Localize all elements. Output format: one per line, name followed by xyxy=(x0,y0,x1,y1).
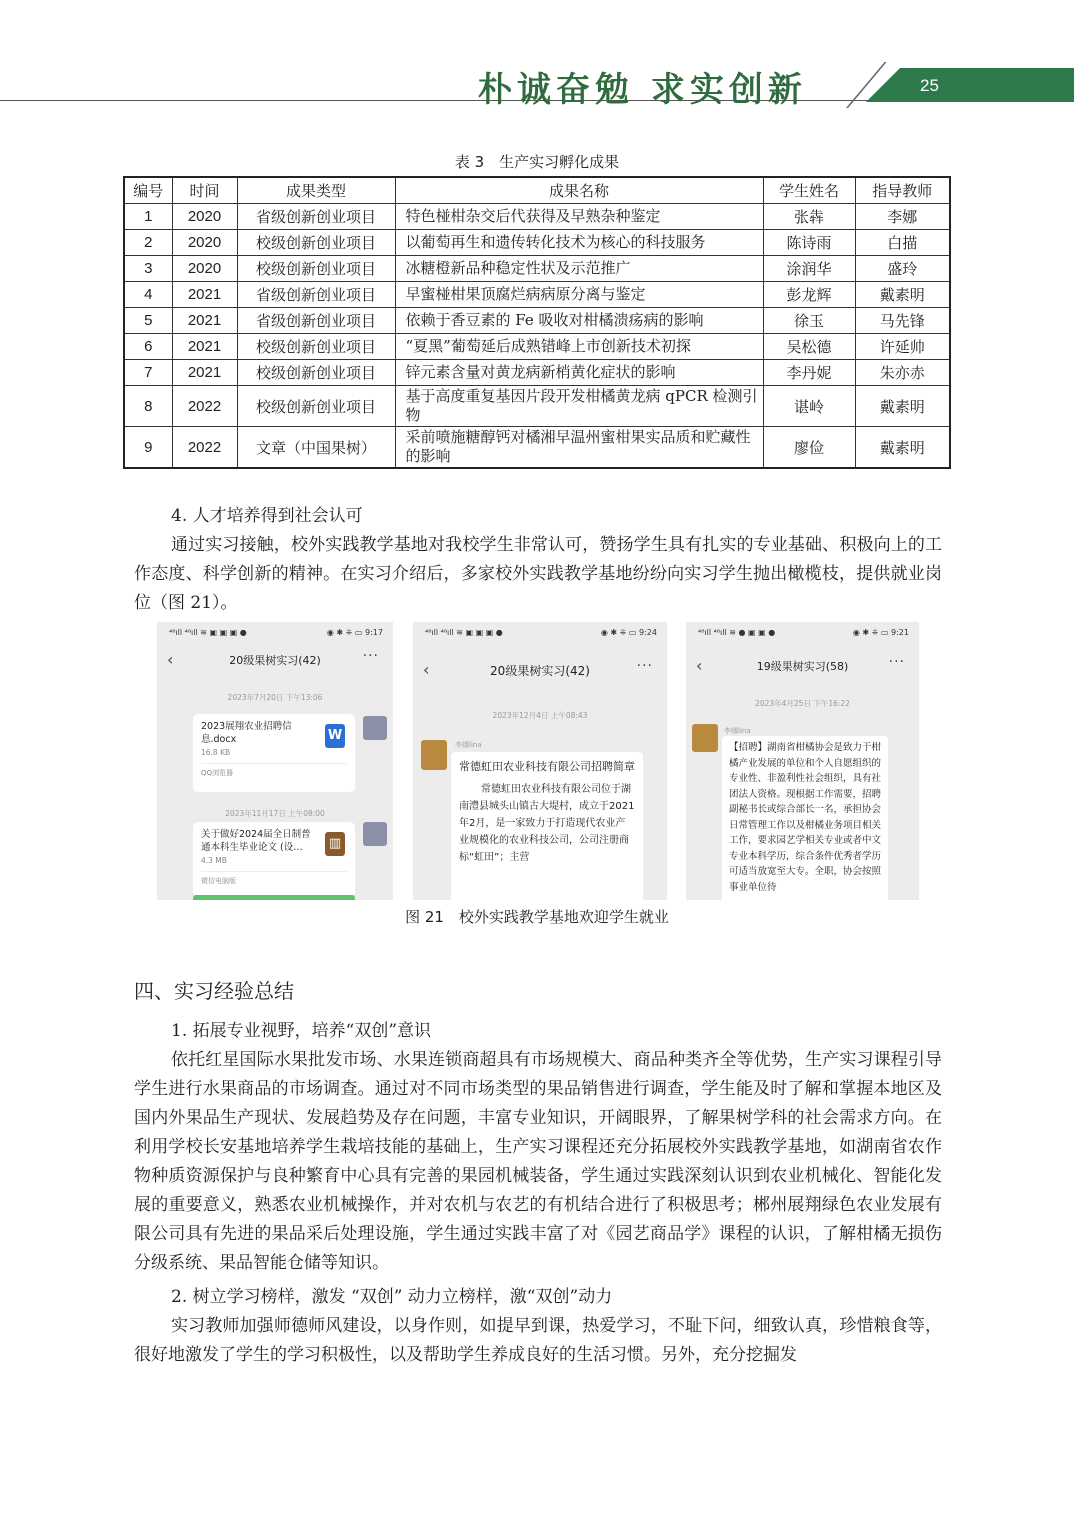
table-row xyxy=(124,360,950,386)
status-icons-left: ⁴⁶ıll ⁴⁶ıll ≋ ▣ ▣ ▣ ● xyxy=(425,628,503,637)
cell-student: 陈诗雨 xyxy=(763,230,855,256)
cell-title: 早蜜椪柑果顶腐烂病病原分离与鉴定 xyxy=(395,282,763,308)
figure-caption: 图 21 校外实践教学基地欢迎学生就业 xyxy=(405,908,669,926)
cell-title: 基于高度重复基因片段开发柑橘黄龙病 qPCR 检测引物 xyxy=(395,386,763,427)
table-row xyxy=(124,282,950,308)
file-name: 关于做好2024届全日制普通本科生毕业论文 (设… xyxy=(201,829,311,853)
file-size: 16.8 KB xyxy=(201,748,231,757)
table-row xyxy=(124,230,950,256)
cell-id: 2 xyxy=(124,230,172,256)
cell-id: 7 xyxy=(124,360,172,386)
table-row xyxy=(124,308,950,334)
zip-file-icon: ▥ xyxy=(325,832,345,856)
chat-title: 20级果树实习(42) xyxy=(490,664,590,678)
back-icon[interactable]: ‹ xyxy=(423,660,430,679)
more-icon[interactable]: ··· xyxy=(888,654,905,670)
header-page-tab xyxy=(866,68,1074,102)
message-body: 常德虹田农业科技有限公司位于湖南澧县城头山镇古大堤村，成立于2021年2月，是一家致力于打造现代农业产业规模化的农业科技公司，公司注册商标“虹田”；主营 xyxy=(459,784,635,863)
cell-type: 校级创新创业项目 xyxy=(237,256,395,282)
paragraph: 依托红星国际水果批发市场、水果连锁商超具有市场规模大、商品种类齐全等优势，生产实习课程引导学生进行水果商品的市场调查。通过对不同市场类型的果品销售进行调查，学生能及时了解和掌握本地区及国内外果品生产现状、发展趋势及存在问题，丰富专业知识，开阔眼界，了解果树学科的社会需求方向。在利用学校长安基地培养学生栽培技能的基础上，生产实习课程还充分拓展校外实践教学基地，如湖南省农作物种质资源保护与良种繁育中心具有完善的果园机械装备，学生通过实践深刻认识到农业机械化、智能化发展的重要意义，熟悉农业机械操作，并对农机与农艺的有机结合进行了积极思考；郴州展翔绿色农业发展有限公司具有先进的果品采后处理设施，学生通过实践丰富了对《园艺商品学》课程的认识，了解柑橘无损伤分级系统、果品智能仓储等知识。 xyxy=(134,1050,942,1273)
back-icon[interactable]: ‹ xyxy=(167,650,174,669)
cell-year: 2021 xyxy=(172,308,237,334)
cell-student: 李丹妮 xyxy=(763,360,855,386)
cell-title: 锌元素含量对黄龙病新梢黄化症状的影响 xyxy=(395,360,763,386)
cell-teacher: 朱亦赤 xyxy=(855,360,950,386)
status-icons-left: ⁴⁶ıll ⁴⁶ıll ≋ ● ▣ ▣ ● xyxy=(698,628,776,637)
message-bubble xyxy=(722,736,888,900)
chat-navbar xyxy=(686,654,919,680)
col-header: 学生姓名 xyxy=(763,177,855,204)
chat-title: 20级果树实习(42) xyxy=(229,654,321,667)
cell-student: 吴松德 xyxy=(763,334,855,360)
file-message[interactable] xyxy=(193,714,355,792)
file-name: 2023展翔农业招聘信息.docx xyxy=(201,721,292,745)
cell-type: 省级创新创业项目 xyxy=(237,204,395,230)
header-motto: 朴诚奋勉 求实创新 xyxy=(478,70,807,110)
cell-year: 2021 xyxy=(172,360,237,386)
status-icons-right: ◉ ✱ ⁜ ▭ 9:17 xyxy=(326,628,383,637)
cell-teacher: 白描 xyxy=(855,230,950,256)
cell-type: 文章（中国果树） xyxy=(237,427,395,469)
cell-title: 采前喷施糖醇钙对橘湘早温州蜜柑果实品质和贮藏性的影响 xyxy=(395,427,763,469)
table-caption: 表 3 生产实习孵化成果 xyxy=(454,153,620,171)
cell-year: 2021 xyxy=(172,334,237,360)
table-row xyxy=(124,256,950,282)
status-icons-right: ◉ ✱ ⁜ ▭ 9:21 xyxy=(852,628,909,637)
cell-student: 涂润华 xyxy=(763,256,855,282)
cell-year: 2020 xyxy=(172,256,237,282)
cell-title: 以葡萄再生和遗传转化技术为核心的科技服务 xyxy=(395,230,763,256)
cell-student: 徐玉 xyxy=(763,308,855,334)
cell-student: 彭龙辉 xyxy=(763,282,855,308)
cell-id: 6 xyxy=(124,334,172,360)
cell-type: 省级创新创业项目 xyxy=(237,308,395,334)
file-source: QQ浏览器 xyxy=(201,763,347,780)
page-number: 25 xyxy=(920,76,939,95)
cell-teacher: 许延帅 xyxy=(855,334,950,360)
file-source: 微信电脑版 xyxy=(201,871,347,888)
paragraph: 通过实习接触，校外实践教学基地对我校学生非常认可，赞扬学生具有扎实的专业基础、积极向上的工作态度、科学创新的精神。在实习介绍后，多家校外实践教学基地纷纷向实习学生抛出橄榄枝，提供就业岗位（图 21）。 xyxy=(134,535,942,613)
col-header: 成果名称 xyxy=(395,177,763,204)
cell-id: 5 xyxy=(124,308,172,334)
cell-teacher: 马先锋 xyxy=(855,308,950,334)
more-icon[interactable]: ··· xyxy=(362,648,379,664)
cell-year: 2021 xyxy=(172,282,237,308)
col-header: 指导教师 xyxy=(855,177,950,204)
chat-title: 19级果树实习(58) xyxy=(756,660,849,673)
cell-teacher: 李娜 xyxy=(855,204,950,230)
table-row xyxy=(124,204,950,230)
message-title: 常德虹田农业科技有限公司招聘简章 xyxy=(459,760,635,773)
file-size: 4.3 MB xyxy=(201,856,227,865)
more-icon[interactable]: ··· xyxy=(636,658,653,674)
status-icons-right: ◉ ✱ ⁜ ▭ 9:24 xyxy=(600,628,657,637)
chat-timestamp: 2023年12月4日 上午08:43 xyxy=(492,711,588,720)
phone-screenshot-3 xyxy=(686,622,919,900)
cell-id: 3 xyxy=(124,256,172,282)
results-table xyxy=(123,176,951,469)
col-header: 时间 xyxy=(172,177,237,204)
avatar xyxy=(363,716,387,740)
cell-student: 谌岭 xyxy=(763,386,855,427)
table-row xyxy=(124,386,950,427)
sender-name: 李娜lina xyxy=(724,727,751,735)
cell-teacher: 戴素明 xyxy=(855,386,950,427)
cell-type: 校级创新创业项目 xyxy=(237,334,395,360)
cell-id: 4 xyxy=(124,282,172,308)
phone-screenshot-2 xyxy=(413,622,667,900)
cell-teacher: 盛玲 xyxy=(855,256,950,282)
cell-teacher: 戴素明 xyxy=(855,282,950,308)
cell-title: 冰糖橙新品种稳定性状及示范推广 xyxy=(395,256,763,282)
back-icon[interactable]: ‹ xyxy=(696,656,703,675)
cell-id: 8 xyxy=(124,386,172,427)
cell-teacher: 戴素明 xyxy=(855,427,950,469)
cell-student: 张犇 xyxy=(763,204,855,230)
chat-timestamp: 2023年4月25日 下午16:22 xyxy=(755,699,850,708)
file-message[interactable] xyxy=(193,822,355,896)
section-heading: 四、实习经验总结 xyxy=(134,979,294,1003)
table-row xyxy=(124,334,950,360)
cell-year: 2020 xyxy=(172,230,237,256)
avatar xyxy=(692,724,718,752)
chat-navbar xyxy=(413,658,667,684)
avatar xyxy=(421,740,447,770)
message-body: 【招聘】湖南省柑橘协会是致力于柑橘产业发展的单位和个人自愿组织的专业性、非盈利性社会组织，具有社团法人资格。现根据工作需要，招聘副秘书长或综合部长一名，承担协会日常管理工作以及柑橘业务项目相关工作，要求园艺学相关专业或者中文专业本科学历，综合条件优秀者学历可适当放宽至大专。全职，协会按照事业单位待 xyxy=(729,742,882,893)
cell-year: 2022 xyxy=(172,427,237,469)
table-header-row xyxy=(124,177,950,204)
cell-year: 2020 xyxy=(172,204,237,230)
chat-timestamp: 2023年7月20日 下午13:06 xyxy=(227,693,323,702)
col-header: 成果类型 xyxy=(237,177,395,204)
chat-navbar xyxy=(157,648,393,674)
message-bubble xyxy=(451,752,643,900)
cell-title: 依赖于香豆素的 Fe 吸收对柑橘溃疡病的影响 xyxy=(395,308,763,334)
sender-name: 李娜lina xyxy=(455,741,482,749)
cell-type: 校级创新创业项目 xyxy=(237,360,395,386)
cell-student: 廖俭 xyxy=(763,427,855,469)
status-icons-left: ⁴⁶ıll ⁴⁶ıll ≋ ▣ ▣ ▣ ● xyxy=(169,628,247,637)
cell-type: 校级创新创业项目 xyxy=(237,386,395,427)
col-header: 编号 xyxy=(124,177,172,204)
message-bubble-partial xyxy=(193,895,355,900)
cell-title: “夏黑”葡萄延后成熟错峰上市创新技术初探 xyxy=(395,334,763,360)
cell-title: 特色椪柑杂交后代获得及早熟杂种鉴定 xyxy=(395,204,763,230)
word-file-icon: W xyxy=(325,724,345,748)
paragraph: 实习教师加强师德师风建设，以身作则，如提早到课，热爱学习，不耻下问，细致认真，珍惜粮食等，很好地激发了学生的学习积极性，以及帮助学生养成良好的生活习惯。另外，充分挖掘发 xyxy=(134,1316,942,1365)
cell-type: 省级创新创业项目 xyxy=(237,282,395,308)
cell-id: 9 xyxy=(124,427,172,469)
phone-screenshot-1 xyxy=(157,622,393,900)
subsection-heading: 4. 人才培养得到社会认可 xyxy=(171,506,363,526)
cell-id: 1 xyxy=(124,204,172,230)
table-row xyxy=(124,427,950,469)
chat-timestamp: 2023年11月17日 上午08:00 xyxy=(225,809,325,818)
avatar xyxy=(363,822,387,846)
subsection-heading: 1. 拓展专业视野，培养“双创”意识 xyxy=(171,1021,432,1041)
subsection-heading: 2. 树立学习榜样，激发 “双创” 动力立榜样，激“双创”动力 xyxy=(171,1287,613,1307)
cell-year: 2022 xyxy=(172,386,237,427)
cell-type: 校级创新创业项目 xyxy=(237,230,395,256)
